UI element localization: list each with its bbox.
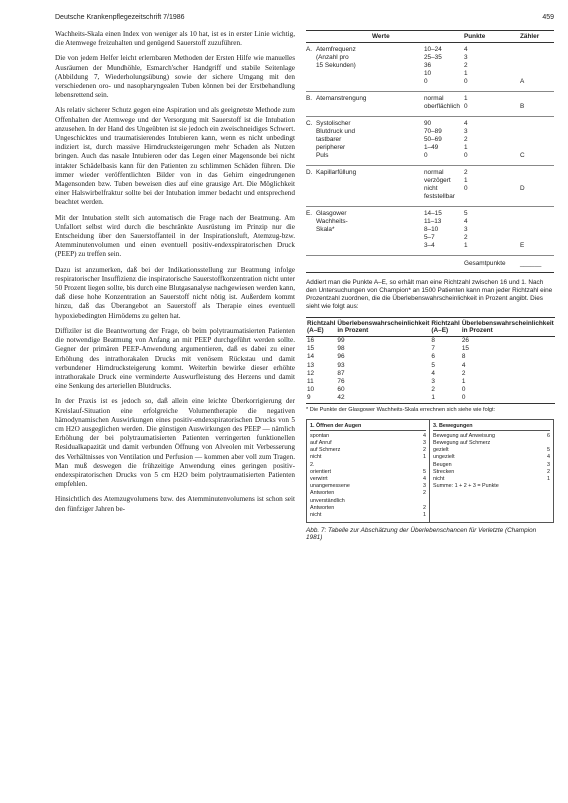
table-cell: 3: [431, 378, 435, 386]
header-counter: Zähler: [520, 33, 540, 40]
counter-letter: B: [520, 103, 525, 110]
score-row: [306, 185, 554, 201]
points: 1: [464, 242, 468, 249]
gcs-points: 4: [423, 432, 426, 439]
table-cell: 87: [337, 369, 345, 377]
points: 5: [464, 210, 468, 217]
table-cell: 1: [461, 378, 466, 386]
score-row: [306, 226, 554, 234]
group-letter: [306, 103, 316, 111]
value-range: 3–4: [424, 242, 435, 249]
score-row: [306, 177, 554, 185]
counter-letter: [520, 210, 554, 218]
table-cell: 6: [431, 353, 435, 361]
table-cell: 1: [430, 394, 460, 403]
table-row: [306, 378, 555, 386]
gcs-points: 3: [423, 440, 426, 447]
value-range: 0: [424, 78, 428, 85]
points: 3: [464, 128, 468, 135]
gcs-item: 2.: [310, 461, 315, 468]
gcs-line: [310, 440, 426, 447]
spacer: [372, 218, 424, 226]
spacer: [372, 144, 424, 152]
gcs-line: [433, 462, 550, 469]
points: 0: [464, 185, 468, 192]
table-cell: 96: [337, 353, 345, 361]
gcs-item: Bewegung auf Anweisung: [433, 432, 496, 439]
table-cell: 4: [461, 361, 466, 369]
criterion-label: [316, 70, 372, 78]
gcs-item: ungezielt: [433, 454, 455, 461]
score-row: [306, 210, 554, 218]
glasgow-scale-box: [306, 419, 554, 524]
criterion-label: Wachheits-: [316, 218, 348, 225]
total-blank: ______: [520, 260, 542, 267]
value-range: 8–10: [424, 226, 439, 233]
points: 1: [464, 144, 468, 151]
group-letter: E.: [306, 210, 313, 217]
spacer: [372, 70, 424, 78]
criterion-label: Atemfrequenz: [316, 46, 356, 53]
criterion-label: Puls: [316, 152, 329, 159]
table-cell: 13: [307, 361, 315, 369]
counter-letter: [520, 128, 554, 136]
journal-title: Deutsche Krankenpflegezeitschrift 7/1986: [55, 14, 185, 21]
group-letter: [306, 54, 316, 62]
table-row: [306, 345, 555, 353]
score-row: [306, 62, 554, 70]
value-range: 10–24: [424, 46, 442, 53]
body-paragraph: In der Praxis ist es jedoch so, daß allein eine leichte Überkorrigierung der Kreislauf-Situation eine erfolgreiche Volumentherapie die negativen hämodynamischen Auswirkungen eines positiv-endexspiratorischen Drucks von 5 cm H2O ausgeglichen werden. Die günstigen Auswirkungen des PEEP — nämlich Erhöhung der bei polytraumatisierten Patienten verringerten funktionellen Residualkapazität und damit verbunden Öffnung von Alveolen mit Verbesserung des Verhältnisses von Ventilation und Perfusion — kommen aber voll zum Tragen. Man muß deswegen die frühzeitige Anwendung eines geringen positiv-endexspiratorischen Drucks von 5 cm H2O beim polytraumatisierten Patienten empfehlen.: [55, 397, 295, 489]
gcs-points: 6: [547, 432, 550, 439]
group-letter: [306, 128, 316, 136]
group-letter: C.: [306, 120, 313, 127]
criterion-label: Kapillarfüllung: [316, 169, 357, 176]
points: 3: [464, 54, 468, 61]
table-row: [306, 370, 555, 378]
gcs-line: [433, 433, 550, 440]
gcs-line: [310, 462, 426, 469]
body-paragraph: Als relativ sicherer Schutz gegen eine Aspiration und als geeignetste Methode zum Offenhalten der Atemwege und der Versorgung mit Sauerstoff ist die Intubation anzusehen. In der Hand des Ungeübten ist sie jedoch ein zweischneidiges Schwert. Ungeschicktes und traumatisierendes Intubieren kann, wenn es nicht unbedingt indiziert ist, durch massive Hirndrucksteigerungen mehr Schaden als Nutzen bringen. Auch das nasale Intubieren oder das Legen einer Magensonde bei nicht intakter Schädelbasis kann für den Patienten zu schlimmen Schäden führen. Die immer wieder veröffentlichten Bilder von in das Gehirn eingedrungenen Magensonden bzw. Tuben beweisen dies auf eine grausige Art. Die Möglichkeit einer Halswirbelfraktur sollte bei der Intubation immer bedacht und entsprechend beachtet werden.: [55, 106, 295, 207]
score-group: [306, 43, 554, 92]
value-range: 10: [424, 70, 432, 77]
gcs-points: 4: [423, 476, 426, 483]
gcs-line: [310, 490, 426, 497]
table-cell: 2: [461, 369, 466, 377]
table-cell: 14: [307, 353, 315, 361]
points: 1: [464, 70, 468, 77]
gcs-item: auf Schmerz: [310, 447, 341, 454]
table-cell: 42: [336, 394, 430, 403]
spacer: [372, 234, 424, 242]
page-number: 459: [542, 14, 554, 21]
left-text-column: [55, 30, 295, 520]
counter-letter: [520, 136, 554, 144]
table-row: [306, 386, 555, 394]
score-groups: [306, 43, 554, 256]
criterion-label: [316, 103, 372, 111]
spacer: [372, 210, 424, 218]
points: 3: [464, 226, 468, 233]
gcs-line: [433, 454, 550, 461]
table-cell: 5: [431, 361, 435, 369]
gcs-item: spontan: [310, 432, 330, 439]
gcs-right: [430, 420, 553, 523]
counter-letter: A: [520, 78, 525, 85]
table-cell: 0: [461, 394, 555, 403]
spacer: [372, 95, 424, 103]
body-paragraph: Dazu ist anzumerken, daß bei der Indikationsstellung zur Beatmung infolge respiratorischer Insuffizienz die inspiratorische Sauerstoffkonzentration nicht unter 50 Prozent liegen sollte, bis durch eine Blutgasanalyse nachgewiesen werden kann, daß diese hohe Konzentration an Sauerstoff nicht nötig ist. Außerdem kommt hinzu, daß das Überangebot an Sauerstoff als Therapie eines eventuell hypoxiebedingten Hirnödems zu gelten hat.: [55, 265, 295, 320]
gcs-item: Strecken: [433, 468, 455, 475]
total-label: Gesamtpunkte: [464, 260, 506, 267]
gcs-line: [433, 440, 550, 447]
criterion-label: tastbarer: [316, 136, 342, 143]
counter-letter: [520, 226, 554, 234]
counter-letter: [520, 177, 554, 185]
group-letter: [306, 62, 316, 70]
value-range: normal: [424, 95, 444, 102]
figure-caption: Abb. 7: Tabelle zur Abschätzung der Überlebenschancen für Verletzte (Champion 1981): [306, 527, 537, 542]
table-cell: 10: [307, 386, 315, 394]
trauma-score-table: [306, 30, 554, 273]
points: 2: [464, 136, 468, 143]
gcs-line: [310, 483, 426, 490]
score-row: [306, 120, 554, 128]
gcs-points: 3: [423, 483, 426, 490]
spacer: [372, 185, 424, 201]
points: 4: [464, 46, 468, 53]
criterion-label: Glasgower: [316, 210, 347, 217]
value-range: 5–7: [424, 234, 435, 241]
counter-letter: [520, 62, 554, 70]
score-row: [306, 54, 554, 62]
gcs-points: 2: [423, 447, 426, 454]
group-letter: [306, 78, 316, 86]
table-cell: 2: [431, 386, 435, 394]
spacer: [372, 120, 424, 128]
criterion-label: [316, 177, 372, 185]
score-group: [306, 166, 554, 207]
body-paragraph: Hinsichtlich des Atemzugvolumens bzw. des Atemminutenvolumens ist schon seit den fünfziger Jahren be-: [55, 495, 295, 513]
table-cell: 76: [337, 378, 345, 386]
table-cell: 7: [431, 345, 435, 353]
gcs-item: nicht: [433, 476, 445, 483]
score-row: [306, 169, 554, 177]
counter-letter: [520, 234, 554, 242]
table-footnote: * Die Punkte der Glasgower Wachheits-Skala errechnen sich siehe wie folgt:: [306, 406, 496, 413]
gcs-points: 1: [547, 476, 550, 483]
gcs-left-title: 1. Öffnen der Augen: [310, 423, 426, 431]
gcs-item: Antworten: [310, 490, 335, 497]
table-cell: 93: [337, 361, 345, 369]
gcs-right-title: 3. Bewegungen: [433, 423, 550, 431]
gcs-line: [433, 469, 550, 476]
points: 0: [464, 78, 468, 85]
group-letter: [306, 226, 316, 234]
group-letter: [306, 136, 316, 144]
gcs-points: 2: [547, 468, 550, 475]
value-range: 1–49: [424, 144, 439, 151]
value-range: 25–35: [424, 54, 442, 61]
group-letter: [306, 185, 316, 201]
points: 2: [464, 62, 468, 69]
score-row: [306, 70, 554, 78]
spacer: [372, 169, 424, 177]
points: 2: [464, 234, 468, 241]
gcs-line: [310, 512, 426, 519]
group-letter: B.: [306, 95, 313, 102]
group-letter: [306, 144, 316, 152]
survival-table: [306, 317, 555, 404]
table-cell: 8: [461, 353, 466, 361]
gcs-item: Summe: 1 + 2 + 3 = Punkte: [433, 483, 499, 490]
gcs-line: [310, 498, 426, 505]
group-letter: A.: [306, 46, 313, 53]
criterion-label: peripherer: [316, 144, 346, 151]
table-cell: 8: [431, 337, 435, 344]
spacer: [372, 54, 424, 62]
criterion-label: Systolischer: [316, 120, 351, 127]
gcs-points: 2: [423, 504, 426, 511]
table-cell: 16: [307, 337, 315, 344]
gcs-item: unverständlich: [310, 497, 345, 504]
score-row: [306, 128, 554, 136]
counter-letter: [520, 169, 554, 177]
body-paragraph: Mit der Intubation stellt sich automatisch die Frage nach der Beatmung. Am Unfallort selbst wird durch die beschränkte Ausrüstung im Prinzip nur die Entscheidung über den Sauerstoffanteil in der Inspirationsluft, Atemzug-bzw. Atemminutenvolumen und einen eventuell positiv-endexspiratorischen Druck (PEEP) zu treffen sein.: [55, 213, 295, 259]
table-cell: 9: [306, 394, 336, 403]
points: 4: [464, 120, 468, 127]
value-range: 14–15: [424, 210, 442, 217]
score-row: [306, 46, 554, 54]
gcs-item: auf Anruf: [310, 440, 332, 447]
points: 2: [464, 169, 468, 176]
gcs-item: Bewegung auf Schmerz: [433, 440, 491, 447]
page-header: [55, 14, 554, 21]
group-letter: [306, 70, 316, 78]
points: 0: [464, 152, 468, 159]
gcs-item: nicht: [310, 454, 322, 461]
counter-letter: D: [520, 185, 525, 192]
score-row: [306, 95, 554, 103]
criterion-label: Atemanstrengung: [316, 95, 367, 102]
criterion-label: 15 Sekunden): [316, 62, 356, 69]
explanation-note: Addiert man die Punkte A–E, so erhält man eine Richtzahl zwischen 16 und 1. Nach den Untersuchungen von Champion* an 1500 Patienten kann man jeder Richtzahl eine Prozentzahl zuordnen, die die Überlebenswahrscheinlichkeit in Prozent angibt. Dies sieht wie folgt aus:: [306, 279, 553, 310]
body-paragraph: Die von jedem Helfer leicht erlernbaren Methoden der Ersten Hilfe wie manuelles Ausräumen der Mundhöhle, Esmarch'scher Handgriff und stabile Seitenlage (Abbildung 7, Wiederholungsübung) sowie der sichere Umgang mit den verschiedenen oro- und nasopharyngealen Tuben können bei der Erstbehandlung lebensrettend sein.: [55, 54, 295, 100]
score-row: [306, 103, 554, 111]
points: 1: [464, 95, 468, 102]
spacer: [372, 78, 424, 86]
value-range: oberflächlich: [424, 103, 460, 110]
body-paragraph: Diffiziler ist die Beantwortung der Frage, ob beim polytraumatisierten Patienten die notwendige Beatmung von Anfang an mit PEEP durchgeführt werden sollte. Gegner der primären PEEP-Anwendung argumentieren, daß es dabei zu einer Erhöhung des intrathorakalen Drucks mit venösem Rückstau und damit verbundener Hirndrucksteigerung kommt. Weiterhin bewirke dieser erhöhte intrathorakale Druck eine verminderte Auswurfleistung des Herzens und damit eine Senkung des arteriellen Blutdrucks.: [55, 326, 295, 391]
gcs-points: 3: [547, 461, 550, 468]
right-column: [306, 30, 554, 541]
value-range: 0: [424, 152, 428, 159]
gcs-left: [307, 420, 430, 523]
table-cell: 4: [431, 369, 435, 377]
spacer: [372, 152, 424, 160]
col-header: Richtzahl (A–E): [306, 318, 336, 337]
counter-letter: [520, 95, 554, 103]
value-range: 11–13: [424, 218, 442, 225]
gcs-points: 1: [423, 454, 426, 461]
table-row: [306, 394, 555, 403]
table-cell: 11: [307, 378, 314, 386]
gcs-item: Beugen: [433, 461, 452, 468]
score-row: [306, 144, 554, 152]
group-letter: [306, 177, 316, 185]
counter-letter: [520, 120, 554, 128]
counter-letter: C: [520, 152, 525, 159]
col-header: Überlebenswahrscheinlichkeit in Prozent: [336, 318, 430, 337]
spacer: [372, 226, 424, 234]
trauma-score-header: [306, 31, 554, 43]
value-range: 50–69: [424, 136, 442, 143]
counter-letter: [520, 46, 554, 54]
criterion-label: Blutdruck und: [316, 128, 356, 135]
criterion-label: (Anzahl pro: [316, 54, 349, 61]
score-row: [306, 78, 554, 86]
gcs-line: [310, 469, 426, 476]
criterion-label: Skala*: [316, 226, 335, 233]
score-row: [306, 234, 554, 242]
counter-letter: E: [520, 242, 525, 249]
table-cell: 99: [337, 337, 345, 344]
score-row: [306, 136, 554, 144]
value-range: verzögert: [424, 177, 451, 184]
gcs-points: 5: [423, 468, 426, 475]
table-cell: 0: [461, 386, 466, 394]
score-row: [306, 152, 554, 160]
col-header: Richtzahl (A–E): [430, 318, 460, 337]
criterion-label: [316, 185, 372, 201]
gcs-line: [433, 476, 550, 483]
spacer: [372, 242, 424, 250]
criterion-label: [316, 234, 372, 242]
table-cell: 98: [337, 345, 345, 353]
spacer: [372, 103, 424, 111]
spacer: [372, 46, 424, 54]
value-range: 90: [424, 120, 432, 127]
gcs-line: [310, 476, 426, 483]
gcs-item: verwirrt: [310, 476, 328, 483]
total-row: [306, 256, 554, 272]
group-letter: [306, 234, 316, 242]
spacer: [372, 62, 424, 70]
gcs-points: 1: [423, 512, 426, 519]
gcs-line: [433, 447, 550, 454]
header-points: Punkte: [464, 33, 486, 40]
gcs-item: orientiert: [310, 468, 331, 475]
gcs-points: 2: [423, 490, 426, 497]
gcs-line: [310, 433, 426, 440]
gcs-line: [433, 483, 550, 490]
gcs-line: [310, 505, 426, 512]
gcs-item: nicht: [310, 512, 322, 519]
table-cell: 15: [461, 345, 469, 353]
score-row: [306, 218, 554, 226]
spacer: [372, 136, 424, 144]
table-row: [306, 337, 555, 346]
body-paragraph: Wachheits-Skala einen Index von weniger als 10 hat, ist es in erster Linie wichtig, die Atemwege freizuhalten und genügend Sauerstoff zuzuführen.: [55, 30, 295, 48]
gcs-line: [310, 447, 426, 454]
score-group: [306, 92, 554, 117]
counter-letter: [520, 54, 554, 62]
table-cell: 12: [307, 369, 315, 377]
criterion-label: [316, 242, 372, 250]
spacer: [372, 128, 424, 136]
gcs-line: [310, 454, 426, 461]
gcs-points: 4: [547, 454, 550, 461]
group-letter: D.: [306, 169, 313, 176]
counter-letter: [520, 218, 554, 226]
value-range: 36: [424, 62, 432, 69]
gcs-item: Antworten: [310, 504, 335, 511]
counter-letter: [520, 70, 554, 78]
gcs-item: unangemessene: [310, 483, 350, 490]
points: 0: [464, 103, 468, 110]
table-cell: 26: [461, 337, 469, 344]
value-range: 70–89: [424, 128, 442, 135]
spacer: [372, 177, 424, 185]
gcs-item: gezielt: [433, 447, 449, 454]
header-values: Werte: [372, 33, 390, 40]
col-header: Überlebenswahrscheinlichkeit in Prozent: [461, 318, 555, 337]
points: 1: [464, 177, 468, 184]
score-row: [306, 242, 554, 250]
score-group: [306, 117, 554, 166]
points: 4: [464, 218, 468, 225]
value-range: normal: [424, 169, 444, 176]
group-letter: [306, 242, 316, 250]
gcs-points: 5: [547, 447, 550, 454]
table-row: [306, 353, 555, 361]
group-letter: [306, 152, 316, 160]
score-group: [306, 207, 554, 256]
table-row: [306, 362, 555, 370]
table-cell: 60: [337, 386, 345, 394]
criterion-label: [316, 78, 372, 86]
table-cell: 15: [307, 345, 315, 353]
value-range: nicht feststellbar: [424, 185, 455, 200]
counter-letter: [520, 144, 554, 152]
group-letter: [306, 218, 316, 226]
